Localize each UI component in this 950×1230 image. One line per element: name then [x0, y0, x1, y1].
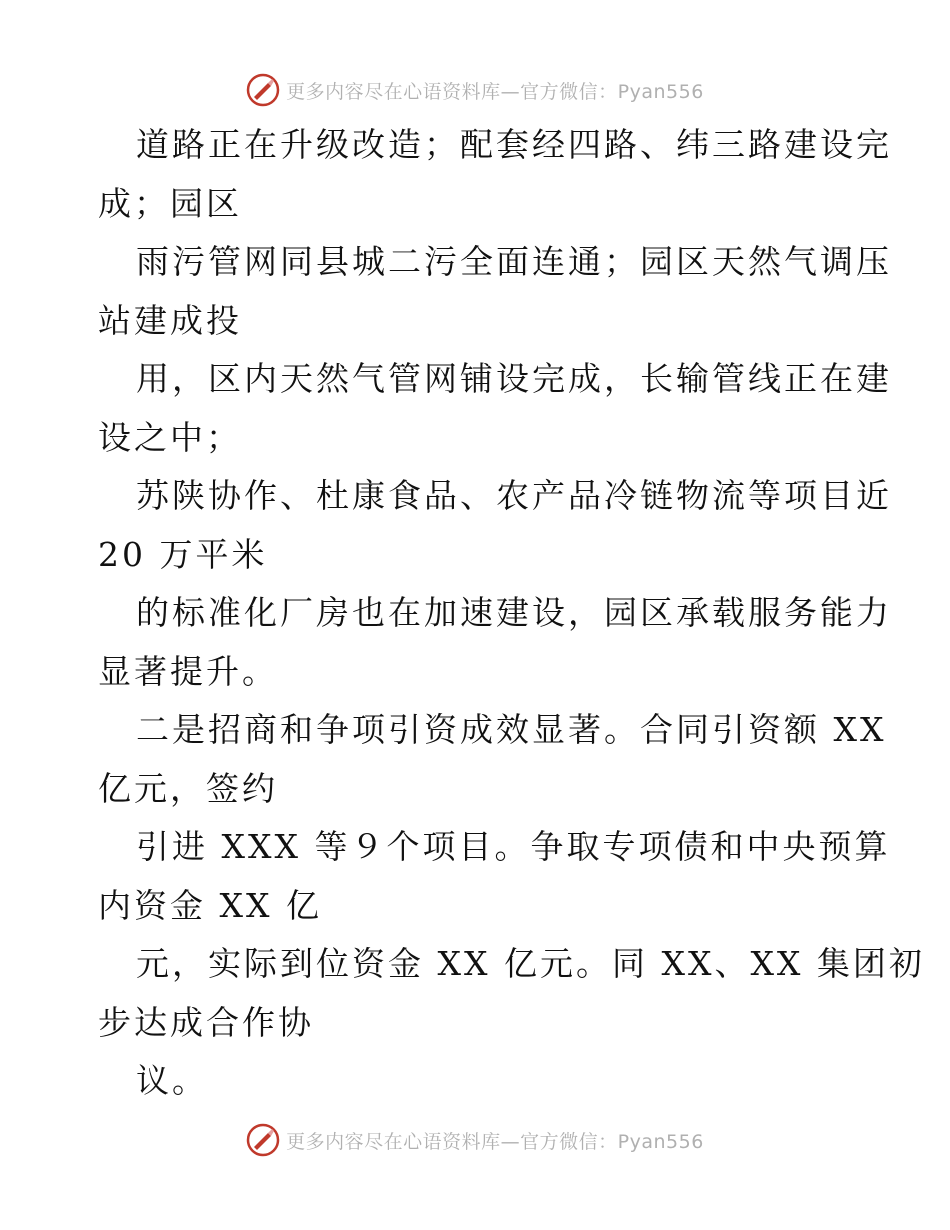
text-line: 议。: [136, 1061, 208, 1100]
text-line: 雨污管网同县城二污全面连通；园区天然气调压: [136, 242, 892, 281]
header-watermark: [0, 70, 950, 110]
text-line: 内资金 XX 亿: [98, 885, 322, 925]
text-line: 元，实际到位资金 XX 亿元。同 XX、XX 集团初: [136, 944, 925, 983]
text-line: 设之中；: [98, 417, 242, 457]
text-line: 用，区内天然气管网铺设完成，长输管线正在建: [136, 359, 892, 398]
text-line: 苏陕协作、杜康食品、农产品冷链物流等项目近: [136, 476, 892, 515]
text-line: 显著提升。: [98, 651, 278, 691]
document-body: [98, 116, 925, 1111]
pen-logo-icon: [246, 1123, 280, 1157]
text-line: 引进 XXX 等９个项目。争取专项债和中央预算: [136, 827, 891, 866]
watermark-text: 更多内容尽在心语资料库—官方微信：Pyan556: [286, 1130, 704, 1153]
watermark-text: 更多内容尽在心语资料库—官方微信：Pyan556: [286, 80, 704, 103]
text-line: 的标准化厂房也在加速建设，园区承载服务能力: [136, 593, 892, 632]
text-line: 亿元，签约: [98, 768, 278, 808]
pen-logo-icon: [246, 73, 280, 107]
text-line: 成；园区: [98, 183, 242, 223]
text-line: 道路正在升级改造；配套经四路、纬三路建设完: [136, 125, 892, 164]
text-line: 二是招商和争项引资成效显著。合同引资额 XX: [136, 710, 887, 749]
text-line: 20 万平米: [98, 534, 268, 574]
text-line: 步达成合作协: [98, 1002, 314, 1042]
text-line: 站建成投: [98, 300, 242, 340]
footer-watermark: [0, 1120, 950, 1160]
